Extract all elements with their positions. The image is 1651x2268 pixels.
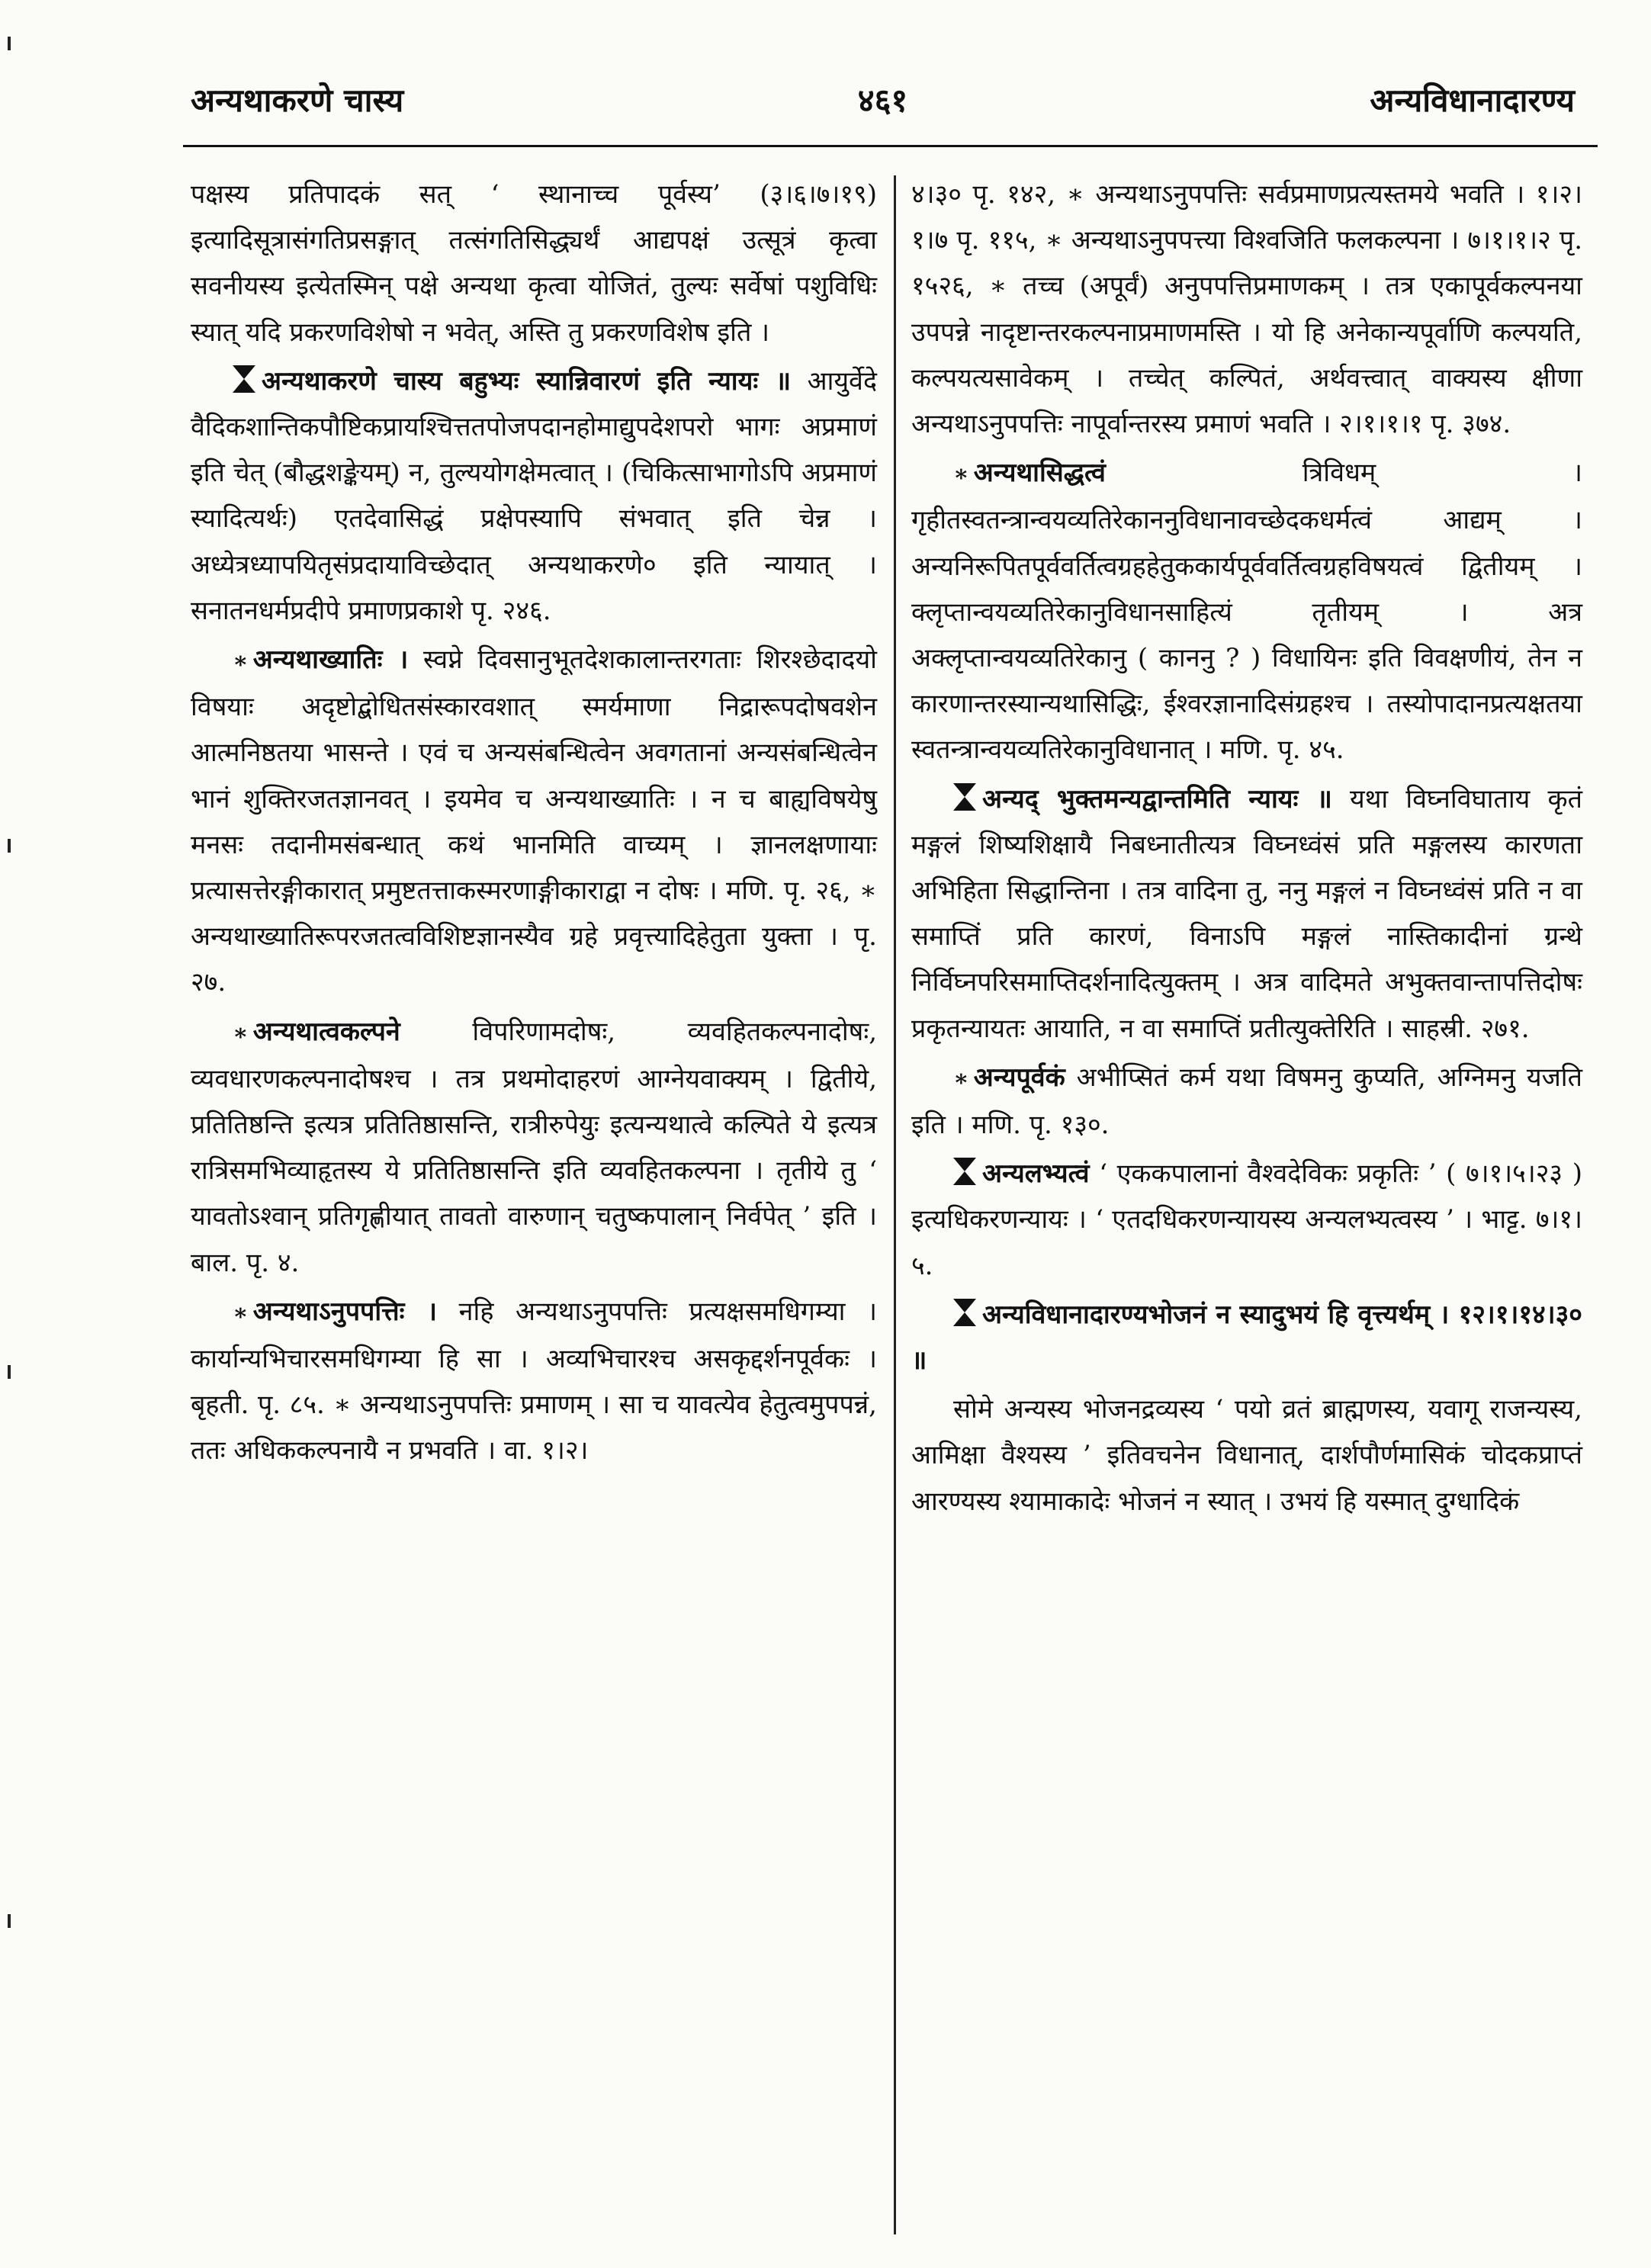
entry-headword: अन्यद् भुक्तमन्यद्वान्तमिति न्यायः ॥ xyxy=(982,783,1332,814)
entry-text: यथा विघ्नविघाताय कृतं मङ्गलं शिष्यशिक्षायै निबध्नातीत्यत्र विघ्नध्वंसं प्रति मङ्गलस्य कारणता अभिहिता सिद्धान्तिना । तत्र वादिना तु, ननु मङ्गलं न विघ्नध्वंसं प्रति न वा समाप्तिं प्रति कारणं, विनाऽपि मङ्गलं नास्तिकादीनां ग्रन्थे निर्विघ्नपरिसमाप्तिदर्शनादित्युक्तम् । अत्र वादिमते अभुक्तवान्तापत्तिदोषः प्रकृतन्यायतः आयाति, न वा समाप्तिं प्रतीत्युक्तेरिति । साहस्री. २७१. xyxy=(911,783,1582,1044)
right-column xyxy=(911,172,1582,1528)
entry-headword: अन्यपूर्वकं xyxy=(973,1062,1065,1093)
left-column xyxy=(191,172,877,1477)
entry-headword: अन्यथाख्यातिः । xyxy=(252,644,409,676)
entry-text: पक्षस्य प्रतिपादकं सत् ‘ स्थानाच्च पूर्वस्य’ (३।६।७।१९) इत्यादिसूत्रासंगतिप्रसङ्गात् तत्संगतिसिद्ध्यर्थं आद्यपक्षं उत्सूत्रं कृत्वा सवनीयस्य इत्येतस्मिन् पक्षे अन्यथा कृत्वा योजितं, तुल्यः सर्वेषां पशुविधिः स्यात् यदि प्रकरणविशेषो न भवेत्, अस्ति तु प्रकरणविशेष इति । xyxy=(191,179,877,348)
entry-headword: अन्यथासिद्धत्वं xyxy=(973,458,1106,489)
entry-paragraph xyxy=(911,776,1582,1052)
asterisk-icon: ∗ xyxy=(233,647,249,675)
entry-text: स्वप्ने दिवसानुभूतदेशकालान्तरगताः शिरश्छेदादयो विषयाः अदृष्टोद्बोधितसंस्कारवशात् स्मर्यमाणा निद्रारूपदोषवशेन आत्मनिष्ठतया भासन्ते । एवं च अन्यसंबन्धित्वेन अवगतानां अन्यसंबन्धित्वेन भानं शुक्तिरजतज्ञानवत् । इयमेव च अन्यथाख्यातिः । न च बाह्यविषयेषु मनसः तदानीमसंबन्धात् कथं भानमिति वाच्यम् । ज्ञानलक्षणायाः प्रत्यासत्तेरङ्गीकारात् प्रमुष्टतत्ताकस्मरणाङ्गीकाराद्वा न दोषः । मणि. पृ. २६, ∗ अन्यथाख्यातिरूपरजतत्वविशिष्टज्ञानस्यैव ग्रहे प्रवृत्त्यादिहेतुता युक्ता । पृ. २७. xyxy=(191,644,877,998)
entry-text: नहि अन्यथाऽनुपपत्तिः प्रत्यक्षसमधिगम्या । कार्यान्यभिचारसमधिगम्या हि सा । अव्यभिचारश्च असकृद्दर्शनपूर्वकः । बृहती. पृ. ८५. ∗ अन्यथाऽनुपपत्तिः प्रमाणम् । सा च यावत्येव हेतुत्वमुपपन्नं, ततः अधिककल्पनायै न प्रभवति । वा. १।२। xyxy=(191,1296,877,1466)
entry-paragraph xyxy=(191,358,877,634)
entry-text: अभीप्सितं कर्म यथा विषमनु कुप्यति, अग्निमनु यजति इति । मणि. पृ. १३०. xyxy=(911,1062,1582,1141)
entry-headword: अन्यथाऽनुपपत्तिः । xyxy=(252,1296,438,1327)
entry-paragraph xyxy=(911,172,1582,447)
entry-headword: अन्यथात्वकल्पने xyxy=(252,1016,400,1047)
hourglass-icon xyxy=(233,365,255,393)
column-divider xyxy=(894,175,896,2234)
entry-paragraph xyxy=(911,1151,1582,1289)
entry-headword: अन्यथाकरणे चास्य बहुभ्यः स्यान्निवारणं इति न्यायः ॥ xyxy=(262,365,792,397)
entry-headword: अन्यलभ्यत्वं xyxy=(982,1158,1090,1190)
margin-mark xyxy=(8,1365,11,1379)
asterisk-icon: ∗ xyxy=(953,1065,969,1092)
entry-paragraph xyxy=(911,1055,1582,1148)
entry-paragraph xyxy=(191,172,877,355)
margin-mark xyxy=(8,1914,11,1928)
entry-paragraph xyxy=(911,1386,1582,1524)
entry-paragraph xyxy=(191,1009,877,1286)
page-number: ४६१ xyxy=(857,82,908,119)
running-head-right: अन्यविधानादारण्य xyxy=(1370,82,1575,119)
entry-text: सोमे अन्यस्य भोजनद्रव्यस्य ‘ पयो व्रतं ब्राह्मणस्य, यवागू राजन्यस्य, आमिक्षा वैश्यस्य ’ इतिवचनेन विधानात्, दार्शपौर्णमासिकं चोदकप्राप्तं आरण्यस्य श्यामाकादेः भोजनं न स्यात् । उभयं हि यस्मात् दुग्धादिकं xyxy=(911,1394,1582,1517)
entry-text: ‘ एककपालानां वैश्वदेविकः प्रकृतिः ’ ( ७।१।५।२३ ) इत्यधिकरणन्यायः । ‘ एतदधिकरणन्यायस्य अन्यलभ्यत्वस्य ’ । भाट्ट. ७।१।५. xyxy=(911,1158,1582,1281)
entry-text: आयुर्वेदे वैदिकशान्तिकपौष्टिकप्रायश्चित्ततपोजपदानहोमाद्युपदेशपरो भागः अप्रमाणं इति चेत् (बौद्धशङ्केयम्) न, तुल्ययोगक्षेमत्वात् । (चिकित्साभागोऽपि अप्रमाणं स्यादित्यर्थः) एतदेवासिद्धं प्रक्षेपस्यापि संभवात् इति चेन्न । अध्येत्रध्यापयितृसंप्रदायाविच्छेदात् अन्यथाकरणे० इति न्यायात् । सनातनधर्मप्रदीपे प्रमाणप्रकाशे पृ. २४६. xyxy=(191,365,877,626)
asterisk-icon: ∗ xyxy=(233,1299,249,1326)
margin-mark xyxy=(8,37,11,50)
entry-paragraph xyxy=(191,637,877,1006)
page-header xyxy=(183,70,1582,131)
hourglass-icon xyxy=(953,1299,976,1326)
hourglass-icon xyxy=(953,783,976,811)
entry-paragraph xyxy=(911,450,1582,773)
entry-text: ४।३० पृ. १४२, ∗ अन्यथाऽनुपपत्तिः सर्वप्रमाणप्रत्यस्तमये भवति । १।२।१।७ पृ. ११५, ∗ अन्यथाऽनुपपत्त्या विश्वजिति फलकल्पना । ७।१।१।२ पृ. १५२६, ∗ तच्च (अपूर्वं) अनुपपत्तिप्रमाणकम् । तत्र एकापूर्वकल्पनया उपपन्ने नादृष्टान्तरकल्पनाप्रमाणमस्ति । यो हि अनेकान्यपूर्वाणि कल्पयति, कल्पयत्यसावेकम् । तच्चेत् कल्पितं, अर्थवत्त्वात् वाक्यस्य क्षीणा अन्यथाऽनुपपत्तिः नापूर्वान्तरस्य प्रमाणं भवति । २।१।१।१ पृ. ३७४. xyxy=(911,179,1582,440)
entry-text: विपरिणामदोषः, व्यवहितकल्पनादोषः, व्यवधारणकल्पनादोषश्च । तत्र प्रथमोदाहरणं आग्नेयवाक्यम् । द्वितीये, प्रतितिष्ठन्ति इत्यत्र प्रतितिष्ठासन्ति, रात्रीरुपेयुः इत्यन्यथात्वे कल्पिते ये इत्यत्र रात्रिसमभिव्याहृतस्य ये प्रतितिष्ठासन्ति इति व्यवहितकल्पना । तृतीये तु ‘ यावतोऽश्वान् प्रतिगृह्णीयात् तावतो वारुणान् चतुष्कपालान् निर्वपेत् ’ इति । बाल. पृ. ४. xyxy=(191,1016,877,1278)
asterisk-icon: ∗ xyxy=(953,461,969,488)
entry-headword: अन्यविधानादारण्यभोजनं न स्यादुभयं हि वृत्त्यर्थम् । १२।१।१४।३० ॥ xyxy=(911,1299,1582,1377)
header-rule xyxy=(183,145,1598,147)
entry-paragraph xyxy=(911,1292,1582,1383)
entry-text: त्रिविधम् । गृहीतस्वतन्त्रान्वयव्यतिरेकाननुविधानावच्छेदकधर्मत्वं आद्यम् । अन्यनिरूपितपूर्ववर्तित्वग्रहहेतुककार्यपूर्ववर्तित्वग्रहविषयत्वं द्वितीयम् । क्लृप्तान्वयव्यतिरेकानुविधानसाहित्यं तृतीयम् । अत्र अक्लृप्तान्वयव्यतिरेकानु ( काननु ? ) विधायिनः इति विवक्षणीयं, तेन न कारणान्तरस्यान्यथासिद्धिः, ईश्वरज्ञानादिसंग्रहश्च । तस्योपादानप्रत्यक्षतया स्वतन्त्रान्वयव्यतिरेकानुविधानात् । मणि. पृ. ४५. xyxy=(911,458,1582,766)
asterisk-icon: ∗ xyxy=(233,1019,249,1046)
running-head-left: अन्यथाकरणे चास्य xyxy=(191,82,404,119)
hourglass-icon xyxy=(953,1158,976,1185)
entry-paragraph xyxy=(191,1289,877,1474)
margin-mark xyxy=(8,839,11,853)
